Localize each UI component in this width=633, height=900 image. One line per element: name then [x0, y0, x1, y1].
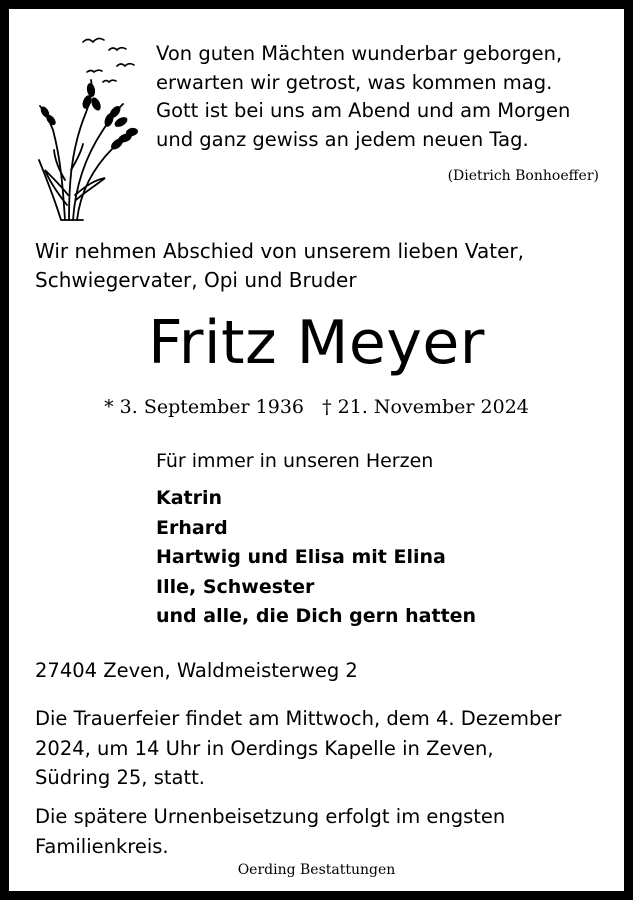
burial-line: Die spätere Urnenbeisetzung erfolgt im engsten	[35, 805, 506, 828]
wheat-illustration	[25, 20, 145, 230]
intro-line: Schwiegervater, Opi und Bruder	[35, 268, 357, 292]
mourner-name: Erhard	[156, 516, 228, 539]
poem-line: erwarten wir getrost, was kommen mag.	[156, 70, 553, 94]
intro-line: Wir nehmen Abschied von unserem lieben Vater,	[35, 239, 525, 263]
funeral-home: Oerding Bestattungen	[237, 862, 396, 878]
life-dates: * 3. September 1936 † 21. November 2024	[104, 396, 529, 418]
poem-line: Von guten Mächten wunderbar geborgen,	[156, 42, 563, 65]
ceremony-line: Die Trauerfeier findet am Mittwoch, dem 4. Dezember	[35, 707, 562, 730]
mourners-list	[156, 484, 476, 632]
burial-line: Familienkreis.	[35, 834, 169, 858]
mourner-name: Ille, Schwester	[156, 575, 315, 598]
poem-quote	[156, 40, 606, 154]
mourner-name: und alle, die Dich gern hatten	[156, 605, 477, 627]
poem-author: (Dietrich Bonhoeffer)	[447, 168, 599, 184]
birds-icon	[83, 38, 134, 82]
mourner-name: Katrin	[156, 487, 223, 509]
ceremony-line: 2024, um 14 Uhr in Oerdings Kapelle in Zeven,	[35, 736, 494, 760]
family-address: 27404 Zeven, Waldmeisterweg 2	[35, 659, 358, 682]
ceremony-line: Südring 25, statt.	[35, 766, 205, 789]
poem-line: Gott ist bei uns am Abend und am Morgen	[156, 99, 571, 122]
mourners-heading: Für immer in unseren Herzen	[156, 450, 434, 472]
deceased-name: Fritz Meyer	[148, 308, 485, 378]
poem-line: und ganz gewiss an jedem neuen Tag.	[156, 127, 529, 151]
mourner-name: Hartwig und Elisa mit Elina	[156, 546, 446, 568]
burial-info	[35, 802, 625, 861]
farewell-intro	[35, 237, 595, 295]
ceremony-info	[35, 704, 625, 793]
